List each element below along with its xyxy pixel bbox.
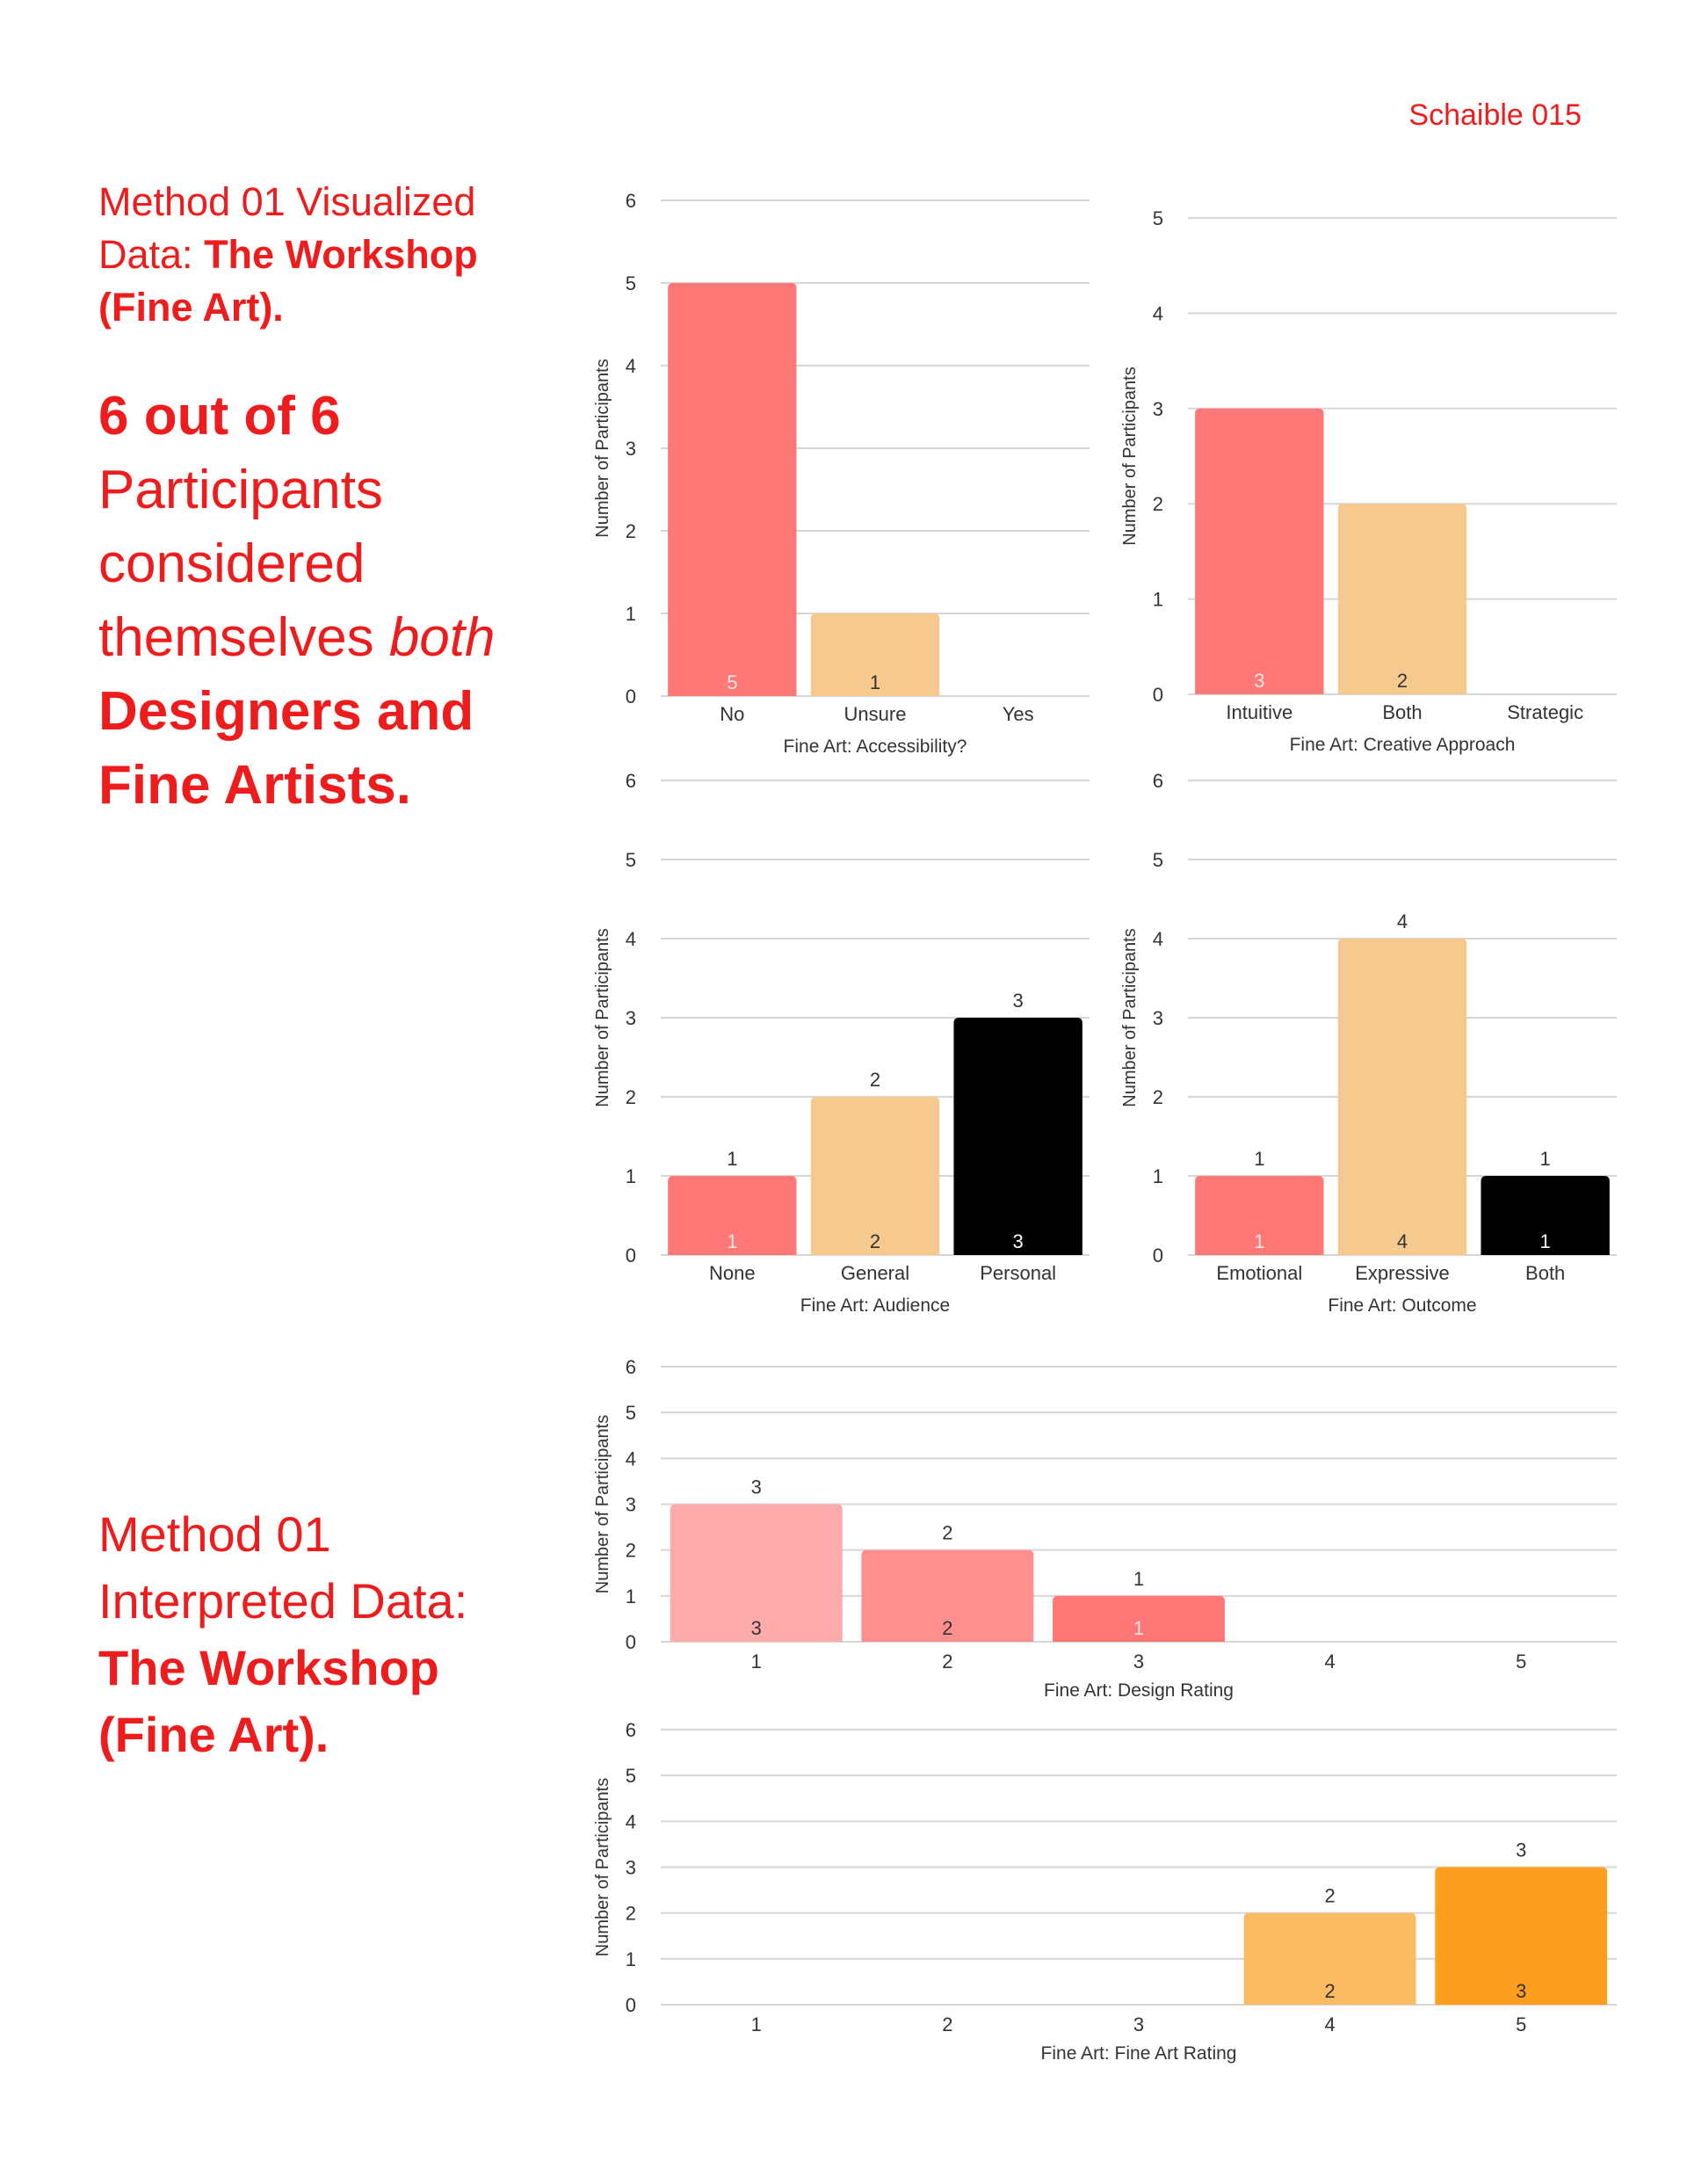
y-tick-label: 3 (1152, 397, 1163, 420)
x-category-label: General (840, 1262, 910, 1284)
y-axis-title: Number of Participants (1120, 928, 1140, 1107)
intro-line-1: Method 01 Visualized (98, 179, 476, 224)
x-category-label: Unsure (844, 703, 907, 725)
x-category-label: Expressive (1355, 1262, 1450, 1284)
y-tick-label: 5 (625, 272, 636, 294)
y-tick-label: 5 (625, 1765, 636, 1788)
bar-top-label: 1 (1539, 1148, 1551, 1170)
chart-creative-approach (1107, 202, 1634, 773)
bar (1338, 939, 1466, 1255)
y-tick-label: 5 (625, 849, 636, 871)
y-tick-label: 2 (1152, 1086, 1163, 1108)
bar-top-label: 2 (1324, 1884, 1336, 1907)
y-tick-label: 4 (625, 355, 636, 377)
headline-italic: both (388, 607, 496, 668)
x-category-label: 1 (750, 1651, 762, 1672)
chart-outcome (1107, 765, 1634, 1327)
x-axis-title: Fine Art: Audience (800, 1295, 951, 1316)
bar-value-label: 2 (942, 1617, 953, 1639)
x-category-label: Emotional (1216, 1262, 1303, 1284)
y-tick-label: 0 (625, 1244, 636, 1266)
bar-top-label: 3 (750, 1476, 762, 1498)
bar-top-label: 1 (1254, 1148, 1265, 1170)
chart-design-rating (580, 1349, 1634, 1718)
chart-audience (580, 765, 1107, 1327)
y-tick-label: 6 (625, 1356, 636, 1378)
intro-line-3 (98, 281, 590, 334)
y-tick-label: 2 (625, 520, 636, 542)
x-category-label: 4 (1324, 1651, 1336, 1672)
y-axis-title: Number of Participants (593, 1777, 612, 1957)
bar-value-label: 1 (1539, 1230, 1551, 1252)
x-axis-title: Fine Art: Accessibility? (783, 736, 967, 757)
y-tick-label: 6 (1152, 770, 1163, 792)
bar-value-label: 2 (1324, 1980, 1336, 2002)
y-axis-title: Number of Participants (1120, 366, 1140, 546)
x-category-label: 5 (1516, 2013, 1527, 2035)
bar-top-label: 2 (942, 1521, 953, 1544)
interpreted-line-3: The Workshop (98, 1640, 439, 1695)
headline-text-1: Participants (98, 460, 383, 520)
y-tick-label: 6 (625, 190, 636, 212)
x-category-label: Yes (1002, 703, 1034, 725)
x-axis-title: Fine Art: Fine Art Rating (1040, 2043, 1237, 2064)
x-category-label: 5 (1516, 1651, 1527, 1672)
x-category-label: No (720, 703, 745, 725)
bar-top-label: 2 (869, 1069, 881, 1091)
bar-value-label: 1 (869, 671, 881, 693)
y-axis-title: Number of Participants (593, 1414, 612, 1594)
bar-value-label: 2 (1396, 670, 1408, 692)
bar-value-label: 3 (1254, 670, 1265, 692)
y-tick-label: 0 (625, 1994, 636, 2016)
headline-text-3: themselves (98, 607, 389, 668)
y-tick-label: 3 (625, 1007, 636, 1029)
y-tick-label: 2 (625, 1539, 636, 1562)
y-tick-label: 1 (1152, 1165, 1163, 1187)
bar-top-label: 1 (1133, 1567, 1145, 1590)
x-category-label: 3 (1133, 2013, 1145, 2035)
y-tick-label: 0 (625, 686, 636, 707)
headline-count: 6 out of 6 (98, 386, 341, 446)
y-tick-label: 6 (625, 1719, 636, 1741)
interpreted-line-4: (Fine Art). (98, 1707, 329, 1762)
bar-value-label: 1 (727, 1230, 738, 1252)
y-tick-label: 4 (625, 1810, 636, 1833)
y-tick-label: 0 (625, 1631, 636, 1653)
y-tick-label: 5 (625, 1402, 636, 1425)
y-tick-label: 3 (1152, 1007, 1163, 1029)
y-tick-label: 1 (625, 603, 636, 625)
bar-value-label: 1 (1254, 1230, 1265, 1252)
bar-top-label: 3 (1012, 990, 1024, 1012)
bar (668, 283, 796, 696)
bar-value-label: 5 (727, 671, 738, 693)
y-tick-label: 3 (625, 438, 636, 460)
y-tick-label: 1 (625, 1948, 636, 1970)
y-tick-label: 4 (1152, 928, 1163, 950)
x-category-label: None (709, 1262, 756, 1284)
bar-top-label: 1 (727, 1148, 738, 1170)
bar-value-label: 3 (1012, 1230, 1024, 1252)
y-tick-label: 3 (625, 1493, 636, 1516)
bar-value-label: 4 (1396, 1230, 1408, 1252)
bar (1338, 504, 1466, 694)
interpreted-heading (98, 1501, 590, 1768)
y-tick-label: 1 (1152, 588, 1163, 611)
y-tick-label: 1 (625, 1585, 636, 1607)
y-tick-label: 2 (625, 1902, 636, 1925)
y-tick-label: 0 (1152, 1244, 1163, 1266)
interpreted-line-1: Method 01 (98, 1506, 331, 1562)
y-tick-label: 0 (1152, 684, 1163, 706)
bar-value-label: 3 (750, 1617, 762, 1639)
x-axis-title: Fine Art: Outcome (1328, 1295, 1477, 1316)
bar-top-label: 4 (1396, 911, 1408, 932)
y-tick-label: 1 (625, 1165, 636, 1187)
x-category-label: Both (1525, 1262, 1566, 1284)
x-axis-title: Fine Art: Creative Approach (1289, 735, 1516, 755)
y-tick-label: 6 (625, 770, 636, 792)
headline-text-3-line (98, 601, 590, 675)
x-category-label: 2 (942, 1651, 953, 1672)
x-category-label: 4 (1324, 2013, 1336, 2035)
chart-fine-art-rating (580, 1712, 1634, 2081)
y-tick-label: 4 (1152, 302, 1163, 325)
headline-statement (98, 380, 590, 823)
x-category-label: Intuitive (1226, 701, 1293, 723)
page-number: Schaible 015 (1408, 98, 1582, 132)
x-category-label: Strategic (1507, 701, 1584, 723)
y-tick-label: 5 (1152, 849, 1163, 871)
bar-top-label: 3 (1516, 1839, 1527, 1861)
interpreted-line-2: Interpreted Data: (98, 1573, 468, 1629)
intro-line-2-plain: Data: (98, 232, 205, 277)
x-category-label: 1 (750, 2013, 762, 2035)
y-tick-label: 3 (625, 1856, 636, 1879)
chart-accessibility (580, 185, 1107, 773)
y-tick-label: 4 (625, 928, 636, 950)
y-tick-label: 2 (1152, 493, 1163, 516)
intro-line-3-bold: (Fine Art). (98, 285, 284, 330)
headline-bold-2: Designers and (98, 681, 474, 742)
y-axis-title: Number of Participants (593, 928, 612, 1107)
bar-value-label: 2 (869, 1230, 881, 1252)
x-category-label: 2 (942, 2013, 953, 2035)
y-tick-label: 4 (625, 1448, 636, 1470)
y-tick-label: 2 (625, 1086, 636, 1108)
bar-value-label: 3 (1516, 1980, 1527, 2002)
bar-value-label: 1 (1133, 1617, 1145, 1639)
x-category-label: Personal (980, 1262, 1057, 1284)
x-category-label: 3 (1133, 1651, 1145, 1672)
headline-bold-3: Fine Artists. (98, 755, 411, 816)
bar (953, 1018, 1082, 1255)
bar (1195, 409, 1323, 694)
y-axis-title: Number of Participants (593, 359, 612, 538)
intro-line-2 (98, 229, 590, 281)
intro-heading (98, 176, 590, 334)
y-tick-label: 5 (1152, 207, 1163, 229)
headline-text-2: considered (98, 533, 366, 594)
x-category-label: Both (1382, 701, 1423, 723)
intro-line-2-bold: The Workshop (204, 232, 478, 277)
x-axis-title: Fine Art: Design Rating (1044, 1680, 1234, 1701)
